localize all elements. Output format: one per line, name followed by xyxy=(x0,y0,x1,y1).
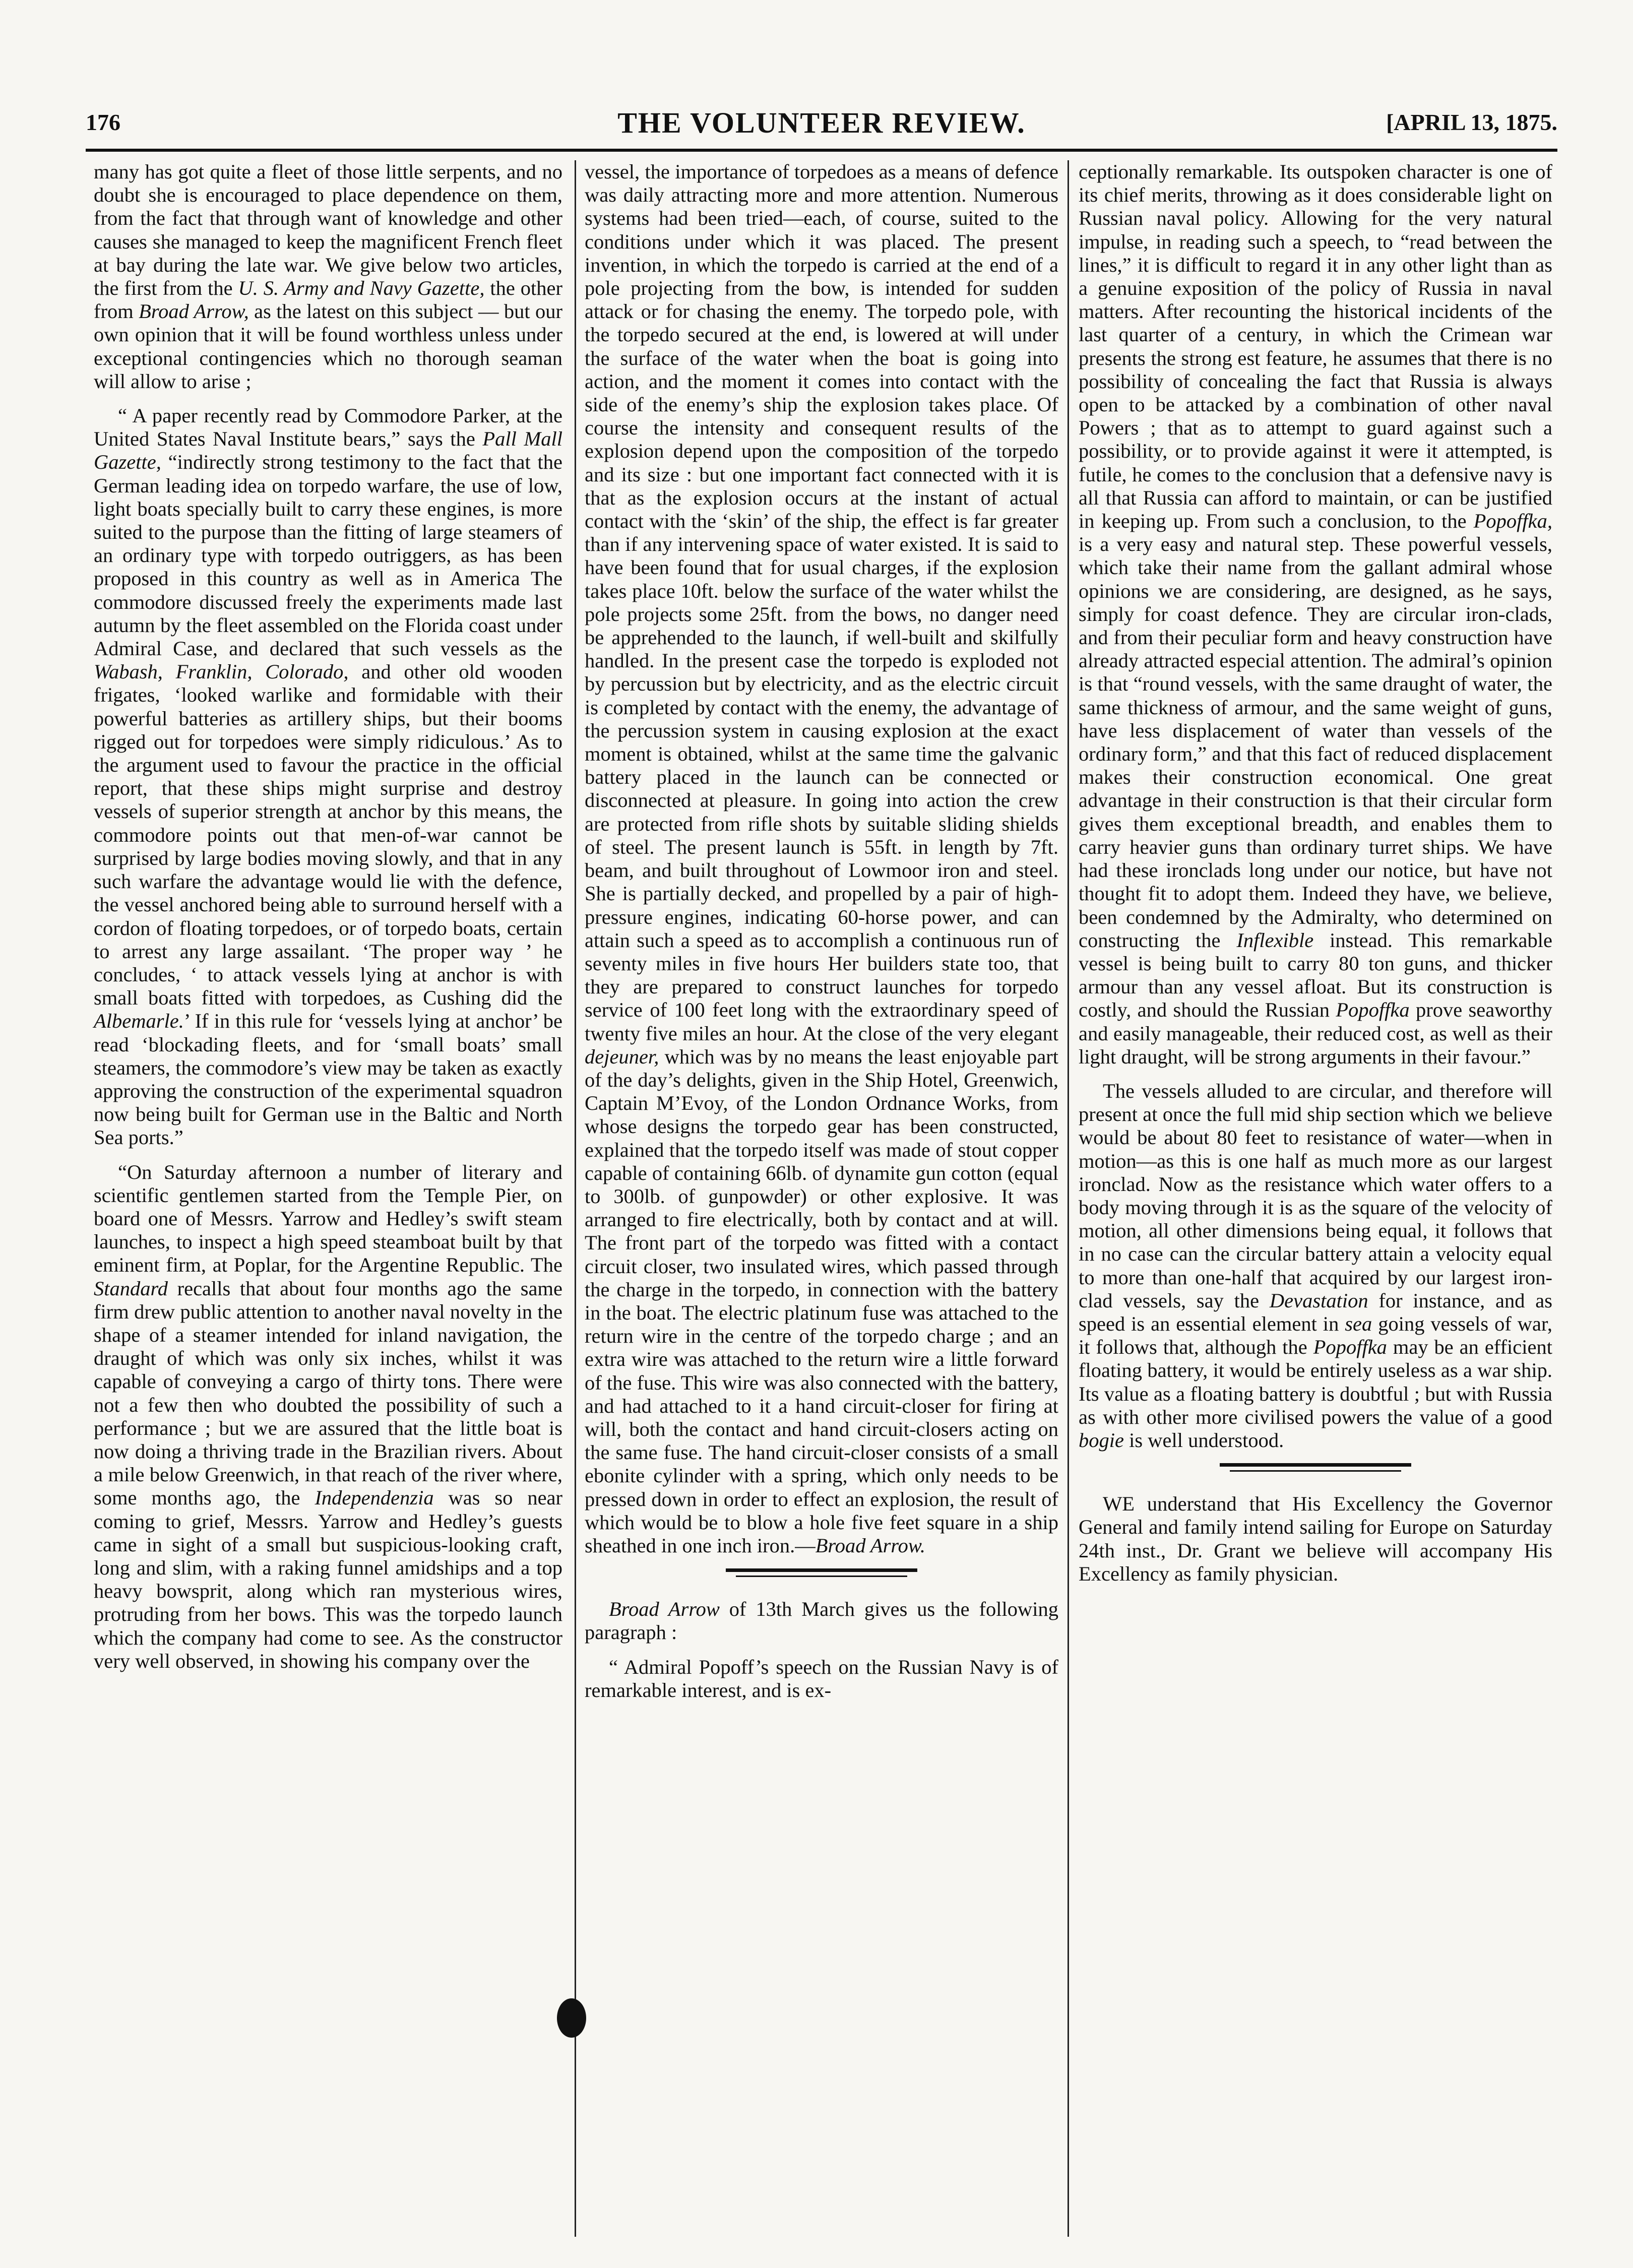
text-segment: which was by no means the least enjoyable part of the day’s delights, given in the Ship Hotel, Greenwich, Captain M’Evoy, of the London Ordnance Works, from whose designs the torpedo gear has been constructed, explained that the torpedo itself was made of stout copper capable of containing 66lb. of dynamite gun cotton (equal to 300lb. of gunpowder) or other explosive. It was arranged to fire electrically, both by contact and at will. The front part of the torpedo was fitted with a contact circuit closer, two insulated wires, which passed through the charge in the torpedo, in connection with the battery in the boat. The electric platinum fuse was attached to the return wire in the centre of the torpedo charge ; and an extra wire was attached to the return wire a little forward of the fuse. This wire was also connected with the battery, and had attached to it a hand circuit-closer for firing at will, both the contact and hand circuit-closers acting on the same fuse. The hand circuit-closer consists of a small ebonite cylinder with a spring, which only needs to be pressed down in order to effect an explosion, the result of which would be to blow a hole five feet square in a ship sheathed in one inch iron.— xyxy=(585,1045,1058,1557)
paragraph-saturday xyxy=(94,1161,562,1673)
ink-blot xyxy=(557,1998,586,2038)
italic-ship-name: Popoffka xyxy=(1336,998,1410,1022)
section-divider xyxy=(585,1557,1058,1598)
text-segment: is a very easy and natural step. These powerful vessels, which take their name from the gallant admiral whose opinions we are considering, are designed, as he says, simply for coast defence. They are circular iron-clads, and from their peculiar form and heavy construction have already attracted especial attention. The admiral’s opinion is that “round vessels, with the same draught of water, the same thickness of armour, and the same weight of guns, have less displacement of water than vessels of the ordinary form,” and that this fact of reduced displacement makes their construction economical. One great advantage in their construction is that their circular form gives them exceptional breadth, and enables them to carry heavier guns than ordinary turret ships. We have had these ironclads long under our notice, but have not thought fit to adopt them. Indeed they have, we believe, been condemned by the Admiralty, who determined on constructing the xyxy=(1079,533,1552,952)
text-segment: for instance, and as speed is an essential element in xyxy=(1079,1289,1552,1335)
section-divider xyxy=(1079,1452,1552,1492)
italic-word: sea xyxy=(1345,1312,1372,1335)
issue-date: [APRIL 13, 1875. xyxy=(1386,109,1557,135)
paragraph-pall-mall xyxy=(94,404,562,1150)
paragraph-intro xyxy=(94,160,562,393)
paragraph-broad-arrow-intro xyxy=(585,1598,1058,1644)
divider-rule-thin xyxy=(1230,1470,1401,1472)
italic-title: Broad Arrow, xyxy=(139,300,249,323)
text-segment: “ Admiral Popoff’s speech on the Russian Navy is of remarkable interest, and is ex- xyxy=(585,1655,1058,1702)
text-segment: prove seaworthy and easily manageable, their reduced cost, as well as their light draught, will be strong arguments in their favour.” xyxy=(1079,998,1552,1068)
text-segment: “indirectly strong testimony to the fact that the German leading idea on torpedo warfare, the use of low, light boats specially built to carry these engines, is more suited to the purpose than the fitting of large steamers of an ordinary type with torpedo outriggers, as has been proposed in this country as well as in America The commodore discussed freely the experiments made last autumn by the fleet assembled on the Florida coast under Admiral Case, and declared that such vessels as the xyxy=(94,451,562,660)
text-segment: the other from xyxy=(94,277,562,323)
text-segment: as the latest on this subject — but our own opinion that it will be found worthless unless under exceptional contingencies which no thorough seaman will allow to arise ; xyxy=(94,300,563,393)
text-segment: and other old wooden frigates, ‘looked warlike and formidable with their powerful batteries as artillery ships, but their booms rigged out for torpedoes were simply ridiculous.’ As to the argument used to favour the practice in the official report, that these ships might surprise and destroy vessels of superior strength at anchor by this means, the commodore points out that men-of-war cannot be surprised by large bodies moving slowly, and that in any such warfare the advantage would lie with the defence, the vessel anchored being able to surround herself with a cordon of floating torpedoes, or of torpedo boats, certain to arrest any large assailant. ‘The proper way ’ he concludes, ‘ to attack vessels lying at anchor is with small boats fitted with torpedoes, as Cushing did the xyxy=(94,660,562,1010)
paragraph-popoff-start xyxy=(585,1656,1058,1702)
column-3 xyxy=(1079,160,1552,2237)
text-segment: many has got quite a fleet of those little serpents, and no doubt she is encouraged to place dependence on them, from the fact that through want of knowledge and other causes she managed to keep the magnificent French fleet at bay during the late war. We give below two articles, the first from the xyxy=(94,160,562,300)
text-segment: may be an efficient floating battery, it would be entirely useless as a war ship. Its value as a floating battery is doubtful ; but with Russia as with other more civilised powers the value of a good xyxy=(1079,1336,1552,1428)
divider-rule-thick xyxy=(1220,1463,1411,1467)
text-segment: ceptionally remarkable. Its outspoken character is one of its chief merits, throwing as it does considerable light on Russian naval policy. Allowing for the very natural impulse, in reading such a speech, to “read between the lines,” it is difficult to regard it in any other light than as a genuine exposition of the policy of Russia in naval matters. After recounting the historical incidents of the last quarter of a century, in which the Crimean war presents the strong est feature, he assumes that there is no possibility of concealing the fact that Russia is always open to be attacked by a combination of other naval Powers ; that as to attempt to guard against such a possibility, or to provide against it were it attempted, is futile, he comes to the conclusion that a defensive navy is all that Russia can afford to maintain, or can be justified in keeping up. From such a conclusion, to the xyxy=(1079,160,1552,533)
italic-title: Pall Mall Gazette, xyxy=(94,427,562,474)
column-divider xyxy=(1067,160,1069,2237)
italic-ship-names: Wabash, Franklin, Colorado, xyxy=(94,660,349,683)
text-segment: vessel, the importance of torpedoes as a means of defence was daily attracting more and more attention. Numerous systems had been tried—each, of course, suited to the conditions under which it was placed. The present invention, in which the torpedo is carried at the end of a pole projecting from the bow, is intended for sudden attack or for chasing the enemy. The torpedo pole, with the torpedo secured at the end, is lowered at will under the surface of the water when the boat is going into action, and the moment it comes into contact with the side of the enemy’s ship the explosion takes place. Of course the intensity and consequent results of the explosion depend upon the composition of the torpedo and its size : but one important fact connected with it is that as the explosion occurs at the instant of actual contact with the ‘skin’ of the ship, the effect is far greater than if any intervening space of water existed. It is said to have been found that for usual charges, if the explosion takes place 10ft. below the surface of the water whilst the pole projects some 25ft. from the bows, no danger need be apprehended to the launch, if well-built and skilfully handled. In the present case the torpedo is exploded not by percussion but by electricity, and as the electric circuit is completed by contact with the enemy, the advantage of the percussion system in causing explosion at the exact moment is obtained, whilst at the same time the galvanic battery placed in the launch can be connected or disconnected at pleasure. In going into action the crew are protected from rifle shots by suitable sliding shields of steel. The present launch is 55ft. in length by 7ft. beam, and built throughout of Lowmoor iron and steel. She is partially decked, and propelled by a pair of high-pressure engines, indicating 60-horse power, and can attain such a speed as to accomplish a continuous run of seventy miles in five hours Her builders state too, that they are prepared to construct launches for torpedo service of 100 feet long with the extraordinary speed of twenty five miles an hour. At the close of the very elegant xyxy=(585,160,1058,1045)
text-segment: recalls that about four months ago the same firm drew public attention to another naval novelty in the shape of a steamer intended for inland navigation, the draught of which was only six inches, whilst it was capable of conveying a cargo of thirty tons. There were not a few then who doubted the possibility of such a performance ; but we are assured that the little boat is now doing a thriving trade in the Brazilian rivers. About a mile below Greenwich, in that reach of the river where, some months ago, the xyxy=(94,1277,562,1509)
italic-source: Broad Arrow xyxy=(609,1598,720,1621)
divider-rule-thick xyxy=(726,1568,917,1572)
page-header xyxy=(86,106,1557,146)
paragraph-torpedo-launch xyxy=(585,160,1058,1557)
text-segment: of 13th March gives us the following paragraph : xyxy=(585,1598,1058,1644)
paragraph-popoffka xyxy=(1079,160,1552,1068)
text-segment: is well understood. xyxy=(1123,1428,1284,1452)
text-segment: WE understand that His Excellency the Governor General and family intend sailing for Europe on Saturday 24th inst., Dr. Grant we believe will accompany His Excellency as family physician. xyxy=(1079,1492,1552,1585)
paragraph-circular-vessels xyxy=(1079,1080,1552,1452)
text-segment: ’ If in this rule for ‘vessels lying at anchor’ be read ‘blockading fleets, and for ‘small boats’ small steamers, the commodore’s view may be taken as exactly approving the construction of the experimental squadron now being built for German use in the Baltic and North Sea ports.” xyxy=(94,1010,562,1149)
italic-ship-name: Popoffka, xyxy=(1473,510,1552,533)
page-number: 176 xyxy=(86,109,120,135)
text-segment: instead. This remarkable vessel is being built to carry 80 ton guns, and thicker armour than any vessel afloat. But its construction is costly, and should the Russian xyxy=(1079,928,1553,1022)
column-2 xyxy=(585,160,1058,2237)
italic-ship-name: Inflexible xyxy=(1236,928,1314,952)
italic-ship-name: Independenzia xyxy=(315,1486,434,1509)
text-segment: was so near coming to grief, Messrs. Yarrow and Hedley’s guests came in sight of a small but suspicious-looking craft, long and slim, with a raking funnel amidships and a top heavy bowsprit, along which ran mysterious wires, protruding from her bows. This was the torpedo launch which the company had come to see. As the constructor very well observed, in showing his company over the xyxy=(94,1486,563,1672)
italic-title: Standard xyxy=(94,1277,168,1300)
newspaper-title: THE VOLUNTEER REVIEW. xyxy=(617,106,1026,139)
italic-title: U. S. Army and Navy Gazette, xyxy=(238,277,485,300)
text-segment: The vessels alluded to are circular, and therefore will present at once the full mid ship section which we believe would be about 80 feet to resistance of water—when in motion—as this is one half as much more as our largest ironclad. Now as the resistance which water offers to a body moving through it is as the square of the velocity of motion, all other dimensions being equal, it follows that in no case can the circular battery attain a velocity equal to more than one-half that acquired by our largest iron-clad vessels, say the xyxy=(1079,1079,1552,1312)
column-divider xyxy=(575,160,576,2237)
text-segment: “On Saturday afternoon a number of literary and scientific gentlemen started from the Temple Pier, on board one of Messrs. Yarrow and Hedley’s swift steam launches, to inspect a high speed steamboat built by that eminent firm, at Poplar, for the Argentine Republic. The xyxy=(94,1160,562,1277)
italic-ship-name: Albemarle. xyxy=(94,1010,184,1033)
italic-ship-name: Devastation xyxy=(1269,1289,1368,1312)
text-segment: “ A paper recently read by Commodore Parker, at the United States Naval Institute bears,” says the xyxy=(94,404,562,451)
italic-source: Broad Arrow. xyxy=(815,1534,926,1557)
paragraph-governor-general xyxy=(1079,1492,1552,1586)
text-segment: going vessels of war, it follows that, although the xyxy=(1079,1312,1552,1359)
divider-rule-thin xyxy=(736,1576,907,1577)
italic-word: bogie xyxy=(1079,1428,1124,1452)
header-rule xyxy=(86,149,1557,152)
italic-ship-name: Popoffka xyxy=(1313,1336,1387,1359)
column-1 xyxy=(94,160,562,2237)
italic-word: dejeuner, xyxy=(585,1045,659,1068)
